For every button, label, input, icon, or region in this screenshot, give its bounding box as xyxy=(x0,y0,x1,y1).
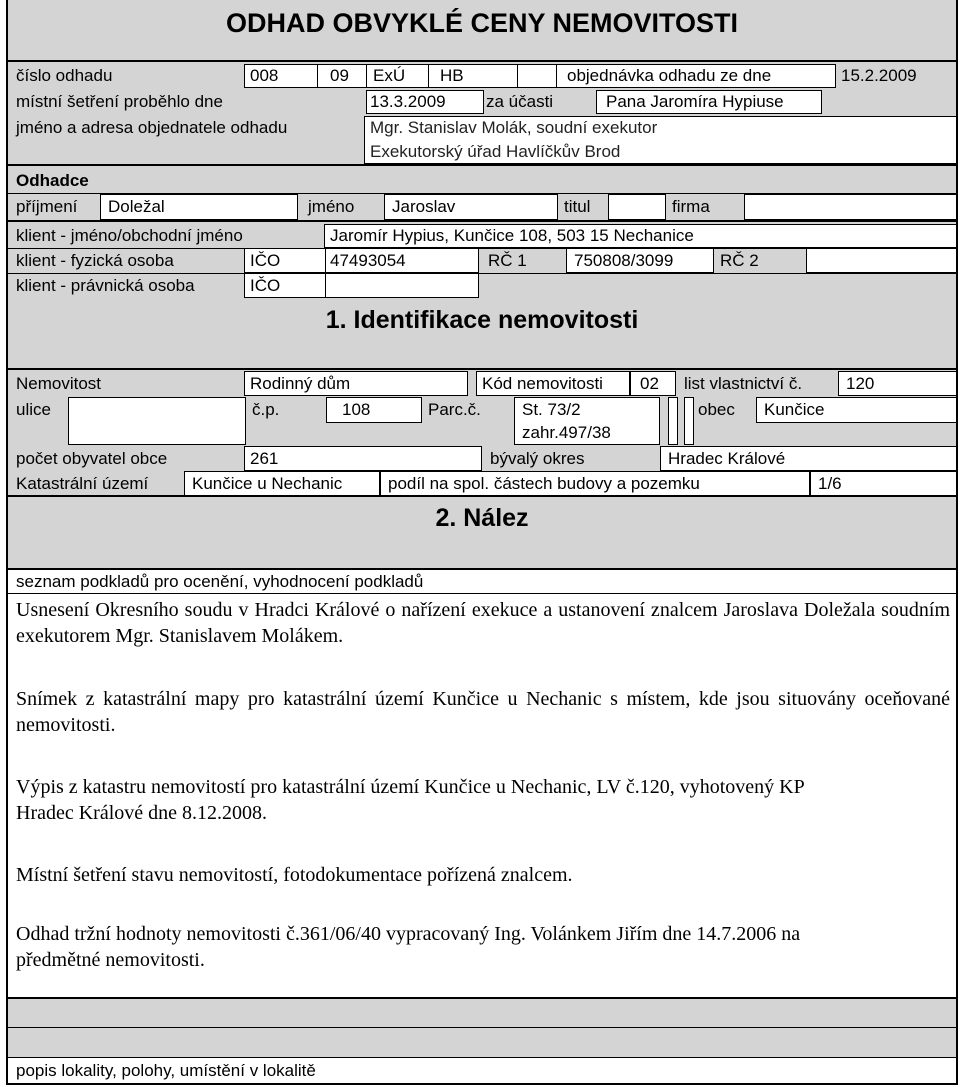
legal-ico-label: IČO xyxy=(250,276,281,295)
code: 02 xyxy=(640,374,659,393)
order-code2: HB xyxy=(440,66,464,85)
cp-label: č.p. xyxy=(252,400,280,419)
order-date-label: objednávka odhadu ze dne xyxy=(567,66,772,85)
population-cell xyxy=(244,446,482,471)
doc-paragraph-3: Výpis z katastru nemovitostí pro katastrální území Kunčice u Nechanic, LV č.120, vyhotovený KP Hradec Králové dne 8.12.2008. xyxy=(16,776,804,824)
section1-heading: 1. Identifikace nemovitosti xyxy=(325,306,639,334)
rc2-cell xyxy=(806,248,956,273)
empty-cell xyxy=(517,64,557,88)
doc-paragraph-2: Snímek z katastrální mapy pro katastrální území Kunčice u Nechanic s místem, kde jsou situovány oceňované nemovitosti. xyxy=(16,688,950,736)
client-address-line2: Exekutorský úřad Havlíčkův Brod xyxy=(370,142,621,161)
name: Jaroslav xyxy=(392,197,456,216)
rc1-label: RČ 1 xyxy=(488,251,527,270)
district: Hradec Králové xyxy=(668,449,786,468)
ico-label: IČO xyxy=(250,251,281,270)
obec-label: obec xyxy=(698,400,735,419)
property: Rodinný dům xyxy=(250,374,351,393)
presence-label: za účasti xyxy=(486,92,554,111)
title-label: titul xyxy=(564,197,591,216)
order-number-label: číslo odhadu xyxy=(16,66,113,85)
bottom-band xyxy=(8,999,956,1057)
share: 1/6 xyxy=(818,474,842,493)
client-address-line1: Mgr. Stanislav Molák, soudní exekutor xyxy=(370,118,658,137)
street-label: ulice xyxy=(16,400,51,419)
street-cell xyxy=(68,397,246,445)
doc-paragraph-5: Odhad tržní hodnoty nemovitosti č.361/06/40 vypracovaný Ing. Volánkem Jiřím dne 14.7.2006 na předmětné nemovitosti. xyxy=(16,923,801,971)
client-name-label: klient - jméno/obchodní jméno xyxy=(16,226,243,245)
client-address-label: jméno a adresa objednatele odhadu xyxy=(16,118,288,137)
appraisal-form xyxy=(6,0,958,1085)
doc-paragraph-1: Usnesení Okresního soudu v Hradci Králové o nařízení exekuce a ustanovení znalcem Jaroslava Doležala soudním exekutorem Mgr. Stanislavem Molákem. xyxy=(16,599,950,647)
rc1: 750808/3099 xyxy=(574,251,674,270)
appraiser-section-label: Odhadce xyxy=(16,171,89,190)
company-label: firma xyxy=(672,197,710,216)
code-label: Kód nemovitosti xyxy=(482,374,603,393)
presence: Pana Jaromíra Hypiuse xyxy=(606,92,784,111)
parc1: St. 73/2 xyxy=(522,400,581,419)
surname: Doležal xyxy=(108,197,165,216)
docs-label: seznam podkladů pro ocenění, vyhodnocení podkladů xyxy=(16,572,424,591)
rc2-label: RČ 2 xyxy=(720,251,759,270)
doc-paragraph-4: Místní šetření stavu nemovitostí, fotodokumentace pořízená znalcem. xyxy=(16,864,573,886)
client-name: Jaromír Hypius, Kunčice 108, 503 15 Nechanice xyxy=(330,226,694,245)
inspection-label: místní šetření proběhlo dne xyxy=(16,92,223,111)
cadastral-label: Katastrální území xyxy=(16,474,149,493)
property-label: Nemovitost xyxy=(16,374,102,393)
cp-cell xyxy=(326,397,422,423)
surname-label: příjmení xyxy=(16,197,78,216)
company-cell xyxy=(744,194,956,220)
client-legal-label: klient - právnická osoba xyxy=(16,276,195,295)
share-label: podíl na spol. částech budovy a pozemku xyxy=(388,474,700,493)
cadastral: Kunčice u Nechanic xyxy=(192,474,343,493)
title-cell xyxy=(608,194,666,220)
locality-label: popis lokality, polohy, umístění v lokalitě xyxy=(16,1061,316,1080)
population: 261 xyxy=(250,449,279,468)
order-num2: 09 xyxy=(330,66,349,85)
ico: 47493054 xyxy=(330,251,406,270)
legal-ico-cell xyxy=(325,273,479,298)
population-label: počet obyvatel obce xyxy=(16,449,168,468)
district-label: bývalý okres xyxy=(490,449,585,468)
order-date: 15.2.2009 xyxy=(841,66,917,85)
order-num1: 008 xyxy=(250,66,279,85)
obec: Kunčice xyxy=(764,400,825,419)
name-label: jméno xyxy=(308,197,355,216)
page-title: ODHAD OBVYKLÉ CENY NEMOVITOSTI xyxy=(225,8,739,38)
parc2: zahr.497/38 xyxy=(522,423,611,442)
empty-cell xyxy=(684,397,694,445)
lv: 120 xyxy=(846,374,875,393)
order-code1: ExÚ xyxy=(373,66,406,85)
section2-heading: 2. Nález xyxy=(435,504,529,532)
empty-cell xyxy=(668,397,678,445)
cp: 108 xyxy=(342,400,371,419)
parc-label: Parc.č. xyxy=(428,400,481,419)
inspection-date: 13.3.2009 xyxy=(370,92,446,111)
client-physical-label: klient - fyzická osoba xyxy=(16,251,174,270)
lv-label: list vlastnictví č. xyxy=(684,374,803,393)
